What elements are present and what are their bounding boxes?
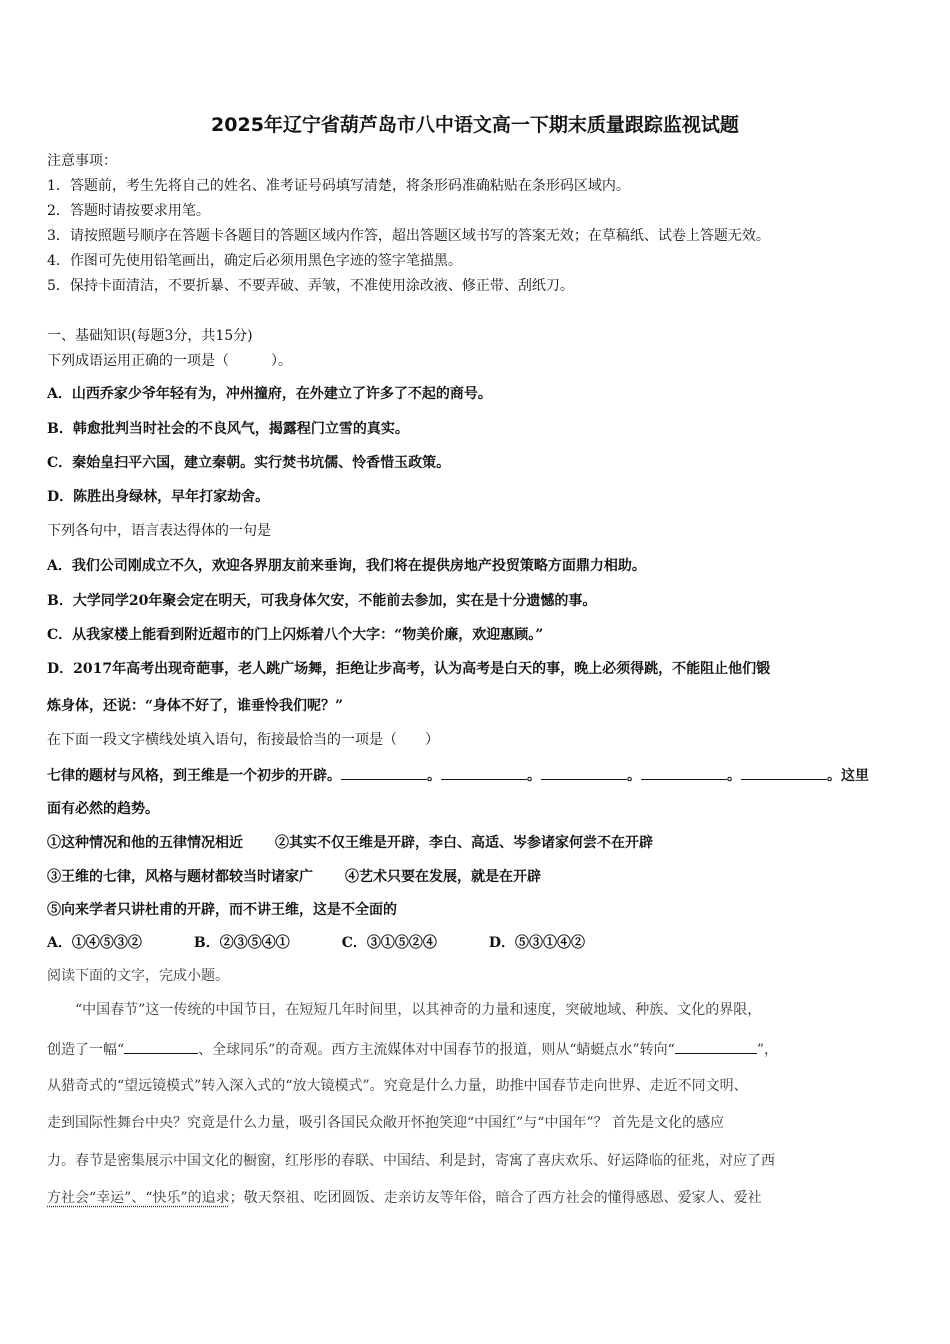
q3-stem: 在下面一段文字横线处填入语句，衔接最恰当的一项是（ ） — [47, 732, 439, 748]
answer-blank — [341, 765, 427, 780]
answer-blank — [124, 1039, 198, 1054]
q3-item-1: ①这种情况和他的五律情况相近 — [47, 835, 243, 851]
q3-item-5: ⑤向来学者只讲杜甫的开辟，而不讲王维，这是不全面的 — [47, 902, 397, 918]
q1-option-b: B．韩愈批判当时社会的不良风气，揭露程门立雪的真实。 — [47, 421, 409, 437]
underlined-phrase: 方社会“幸运”、“快乐”的追求 — [47, 1190, 230, 1206]
notice-item: 5．保持卡面清洁，不要折暴、不要弄破、弄皱，不准使用涂改液、修正带、刮纸刀。 — [47, 278, 574, 294]
q3-choice-c: C．③①⑤②④ — [341, 935, 437, 951]
blank-separator: 。 — [527, 768, 541, 784]
q1-option-a: A．山西乔家少爷年轻有为，冲州撞府，在外建立了许多了不起的商号。 — [47, 386, 492, 402]
q3-item-4: ④艺术只要在发展，就是在开辟 — [345, 869, 541, 885]
q3-passage-start: 七律的题材与风格，到王维是一个初步的开辟。 — [47, 768, 341, 784]
page-title: 2025年辽宁省葫芦岛市八中语文高一下期末质量跟踪监视试题 — [211, 114, 739, 136]
q3-choice-b: B．②③⑤④① — [193, 935, 290, 951]
reading-paragraph-line: 走到国际性舞台中央？究竟是什么力量，吸引各国民众敞开怀抱笑迎“中国红”与“中国年”？ 首先是文化的感应 — [47, 1115, 725, 1131]
q1-option-d: D．陈胜出身绿林，早年打家劫舍。 — [47, 489, 270, 505]
reading-paragraph-line: 创造了一幅“ 、全球同乐”的奇观。西方主流媒体对中国春节的报道，则从“蜻蜓点水”转向“ ”， — [47, 1039, 778, 1059]
notice-item: 2．答题时请按要求用笔。 — [47, 203, 210, 219]
answer-blank — [741, 765, 827, 780]
q3-choices — [47, 932, 637, 952]
reading-instruction: 阅读下面的文字，完成小题。 — [47, 968, 229, 984]
q2-stem: 下列各句中，语言表达得体的一句是 — [47, 523, 271, 539]
answer-blank — [441, 765, 527, 780]
q3-passage-end: 。这里 — [827, 768, 869, 784]
q3-item-3: ③王维的七律，风格与题材都较当时诸家广 — [47, 869, 313, 885]
blank-separator: 。 — [727, 768, 741, 784]
q2-option-a: A．我们公司刚成立不久，欢迎各界朋友前来垂询，我们将在提供房地产投贸策略方面鼎力相助。 — [47, 558, 646, 574]
reading-paragraph-line: “中国春节”这一传统的中国节日，在短短几年时间里，以其神奇的力量和速度，突破地域、种族、文化的界限， — [75, 1002, 762, 1018]
q3-item-2: ②其实不仅王维是开辟，李白、高适、岑参诸家何尝不在开辟 — [275, 835, 653, 851]
notice-item: 1．答题前，考生先将自己的姓名、准考证号码填写清楚，将条形码准确粘贴在条形码区域内。 — [47, 178, 630, 194]
q3-items-row — [47, 834, 653, 852]
reading-paragraph-line: 方社会“幸运”、“快乐”的追求；敬天祭祖、吃团圆饭、走亲访友等年俗，暗合了西方社会的懂得感恩、爱家人、爱社 — [47, 1190, 762, 1206]
q1-stem: 下列成语运用正确的一项是（ ）。 — [47, 353, 292, 369]
q3-items-row — [47, 868, 541, 886]
notice-item: 4．作图可先使用铅笔画出，确定后必须用黑色字迹的签字笔描黑。 — [47, 253, 462, 269]
q2-option-d: D．2017年高考出现奇葩事，老人跳广场舞，拒绝让步高考，认为高考是白天的事，晚上必须得跳，不能阻止他们锻 — [47, 661, 771, 677]
notice-heading: 注意事项： — [47, 153, 117, 169]
q3-choice-a: A．①④⑤③② — [47, 935, 142, 951]
q2-option-d-continued: 炼身体，还说：“身体不好了，谁垂怜我们呢？” — [47, 698, 344, 714]
answer-blank — [675, 1039, 757, 1054]
notice-item: 3．请按照题号顺序在答题卡各题目的答题区域内作答，超出答题区域书写的答案无效；在草稿纸、试卷上答题无效。 — [47, 228, 770, 244]
q3-passage-continued: 面有必然的趋势。 — [47, 801, 159, 817]
q1-option-c: C．秦始皇扫平六国，建立秦朝。实行焚书坑儒、怜香惜玉政策。 — [47, 455, 451, 471]
reading-paragraph-line: 力。春节是密集展示中国文化的橱窗，红彤彤的春联、中国结、利是封，寄寓了喜庆欢乐、好运降临的征兆，对应了西 — [47, 1153, 775, 1169]
answer-blank — [641, 765, 727, 780]
q3-passage-line — [47, 765, 869, 785]
q2-option-b: B．大学同学20年聚会定在明天，可我身体欠安，不能前去参加，实在是十分遗憾的事。 — [47, 593, 597, 609]
blank-separator: 。 — [427, 768, 441, 784]
q3-choice-d: D．⑤③①④② — [488, 935, 586, 951]
answer-blank — [541, 765, 627, 780]
blank-separator: 。 — [627, 768, 641, 784]
reading-paragraph-line: 从猎奇式的“望远镜模式”转入深入式的“放大镜模式”。究竟是什么力量，助推中国春节走向世界、走近不同文明、 — [47, 1078, 748, 1094]
section-heading: 一、基础知识(每题3分，共15分) — [47, 328, 253, 344]
q2-option-c: C．从我家楼上能看到附近超市的门上闪烁着八个大字：“物美价廉，欢迎惠顾。” — [47, 627, 544, 643]
